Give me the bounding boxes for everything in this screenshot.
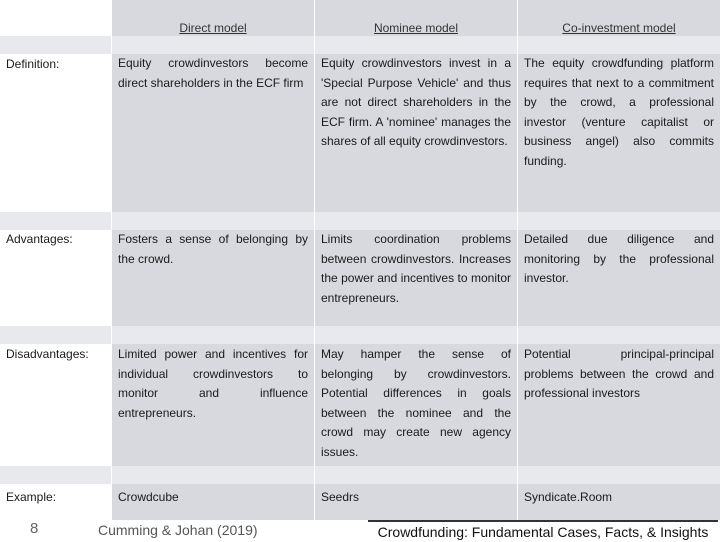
cell-example-nominee: Seedrs: [315, 484, 517, 520]
cell-definition-nominee: Equity crowdinvestors invest in a 'Special Purpose Vehicle' and thus are not direct shareholders in the ECF firm. A 'nominee' manages the shares of all equity crowdinvestors.: [315, 54, 517, 212]
row-label-disadvantages: Disadvantages:: [0, 344, 111, 466]
column-divider: [111, 0, 112, 520]
column-divider: [314, 0, 315, 520]
cell-example-direct: Crowdcube: [112, 484, 314, 520]
source-title: Crowdfunding: Fundamental Cases, Facts, & Insights: [368, 520, 718, 542]
row-label-definition: Definition:: [0, 54, 111, 212]
header-direct-label: Direct model: [179, 21, 247, 35]
row-divider-band: [0, 326, 720, 344]
header-coinvestment-label: Co-investment model: [562, 21, 676, 35]
cell-disadvantages-coinvestment: Potential principal-principal problems between the crowd and professional investors: [518, 344, 720, 466]
row-divider-band: [0, 466, 720, 484]
cell-definition-direct: Equity crowdinvestors become direct shareholders in the ECF firm: [112, 54, 314, 212]
row-divider-band: [0, 212, 720, 230]
header-direct-model: [112, 0, 314, 36]
cell-advantages-nominee: Limits coordination problems between crowdinvestors. Increases the power and incentives to monitor entrepreneurs.: [315, 230, 517, 326]
column-divider: [517, 0, 518, 520]
row-label-advantages: Advantages:: [0, 230, 111, 326]
cell-advantages-coinvestment: Detailed due diligence and monitoring by the professional investor.: [518, 230, 720, 326]
cell-example-coinvestment: Syndicate.Room: [518, 484, 720, 520]
page-number: 8: [30, 520, 39, 537]
cell-disadvantages-nominee: May hamper the sense of belonging by crowdinvestors. Potential differences in goals between the nominee and the crowd may create new agency issues.: [315, 344, 517, 466]
header-nominee-label: Nominee model: [373, 21, 459, 35]
cell-advantages-direct: Fosters a sense of belonging by the crowd.: [112, 230, 314, 326]
header-nominee-model: [315, 0, 517, 36]
header-coinvestment-model: [518, 0, 720, 36]
cell-disadvantages-direct: Limited power and incentives for individual crowdinvestors to monitor and influence entrepreneurs.: [112, 344, 314, 466]
header-corner: [0, 0, 111, 36]
row-divider-band: [0, 36, 720, 54]
row-label-example: Example:: [0, 484, 111, 520]
cell-definition-coinvestment: The equity crowdfunding platform requires that next to a commitment by the crowd, a professional investor (venture capitalist or business angel) also commits funding.: [518, 54, 720, 212]
citation: Cumming & Johan (2019): [98, 522, 258, 538]
